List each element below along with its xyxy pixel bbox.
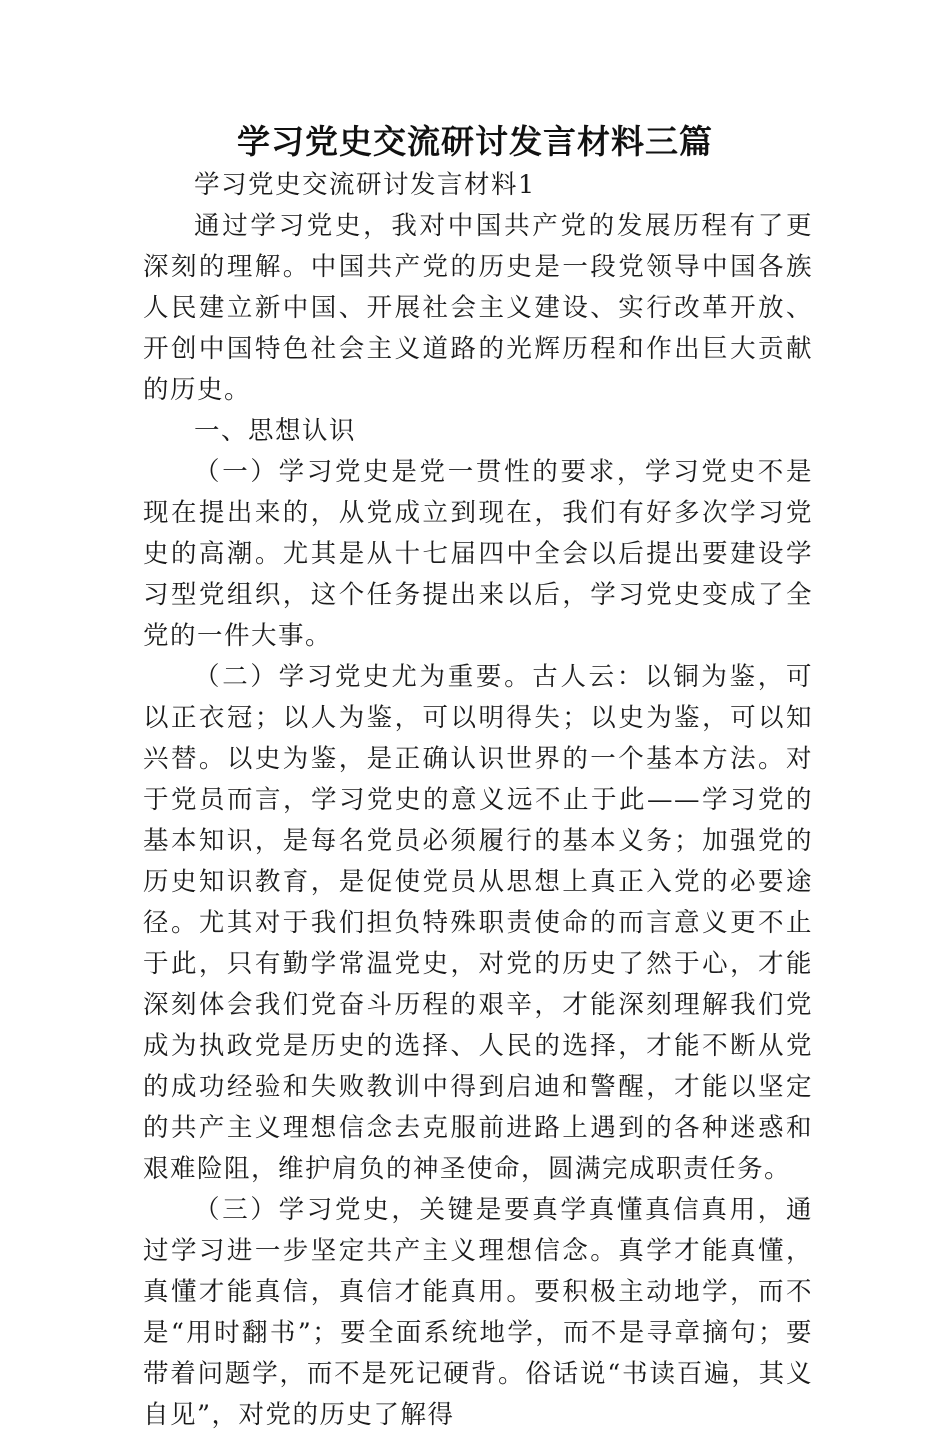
section-heading-thought: 一、思想认识 [194, 416, 357, 446]
document-title: 学习党史交流研讨发言材料三篇 [237, 122, 713, 161]
document-body [143, 165, 813, 1436]
intro-paragraph: 通过学习党史，我对中国共产党的发展历程有了更深刻的理解。中国共产党的历史是一段党领导中国各族人民建立新中国、开展社会主义建设、实行改革开放、开创中国特色社会主义道路的光辉历程和作出巨大贡献的历史。 [143, 211, 813, 405]
section-heading-material-1: 学习党史交流研讨发言材料1 [194, 170, 536, 200]
paragraph-point-2: （二）学习党史尤为重要。古人云：以铜为鉴，可以正衣冠；以人为鉴，可以明得失；以史为鉴，可以知兴替。以史为鉴，是正确认识世界的一个基本方法。对于党员而言，学习党史的意义远不止于此——学习党的基本知识，是每名党员必须履行的基本义务；加强党的历史知识教育，是促使党员从思想上真正入党的必要途径。尤其对于我们担负特殊职责使命的而言意义更不止于此，只有勤学常温党史，对党的历史了然于心，才能深刻体会我们党奋斗历程的艰辛，才能深刻理解我们党成为执政党是历史的选择、人民的选择，才能不断从党的成功经验和失败教训中得到启迪和警醒，才能以坚定的共产主义理想信念去克服前进路上遇到的各种迷惑和艰难险阻，维护肩负的神圣使命，圆满完成职责任务。 [143, 662, 813, 1184]
paragraph-point-1: （一）学习党史是党一贯性的要求，学习党史不是现在提出来的，从党成立到现在，我们有好多次学习党史的高潮。尤其是从十七届四中全会以后提出要建设学习型党组织，这个任务提出来以后，学习党史变成了全党的一件大事。 [143, 457, 813, 651]
paragraph-point-3: （三）学习党史，关键是要真学真懂真信真用，通过学习进一步坚定共产主义理想信念。真学才能真懂，真懂才能真信，真信才能真用。要积极主动地学，而不是“用时翻书”；要全面系统地学，而不是寻章摘句；要带着问题学，而不是死记硬背。俗话说“书读百遍，其义自见”，对党的历史了解得 [143, 1195, 813, 1430]
